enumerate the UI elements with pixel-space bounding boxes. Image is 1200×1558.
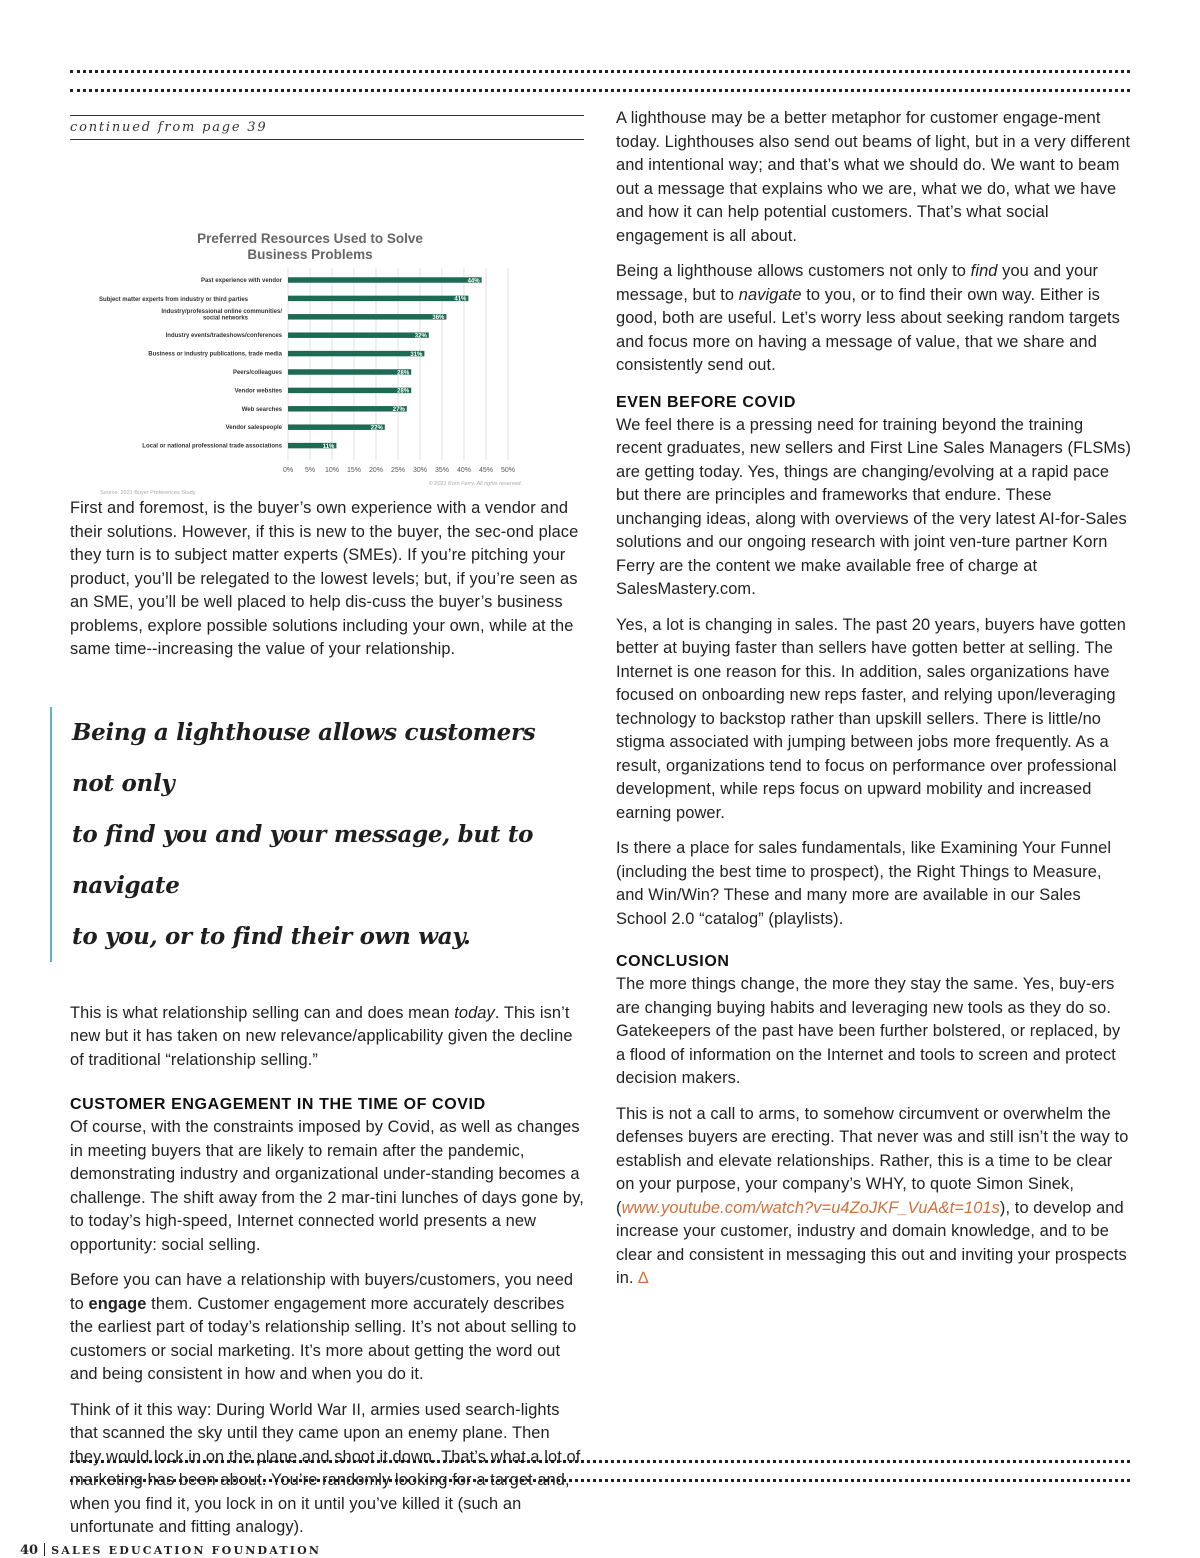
chart-x-tick-label: 40% <box>456 467 472 474</box>
chart-bar <box>288 406 407 412</box>
left-column <box>70 112 584 1552</box>
chart-x-tick-label: 20% <box>368 467 384 474</box>
chart-category-label: Vendor salespeople <box>225 425 282 432</box>
right-paragraph-5: Is there a place for sales fundamentals, like Examining Your Funnel (including the best time to prospect), the Right Things to Measure, and Win/Win? These and many more are available in our Sales School 2.0 “catalog” (playlists). <box>616 839 1112 928</box>
left-paragraph-4: Before you can have a relationship with buyers/customers, you need to engage them. Customer engagement more accurately describes the earliest part of today’s relationship selling. It’s not about selling to customers or social marketing. It’s more about getting the word out and being consistent in how and when you do it. <box>70 1271 577 1383</box>
resources-chart <box>70 168 584 496</box>
chart-category-label: Local or national professional trade associations <box>142 443 282 450</box>
chart-x-tick-label: 35% <box>434 467 450 474</box>
top-dotted-rule-1 <box>70 70 1130 73</box>
chart-category-label: Subject matter experts from industry or third parties <box>98 296 248 303</box>
right-column <box>616 107 1132 1303</box>
bar-chart-svg <box>70 168 584 496</box>
heading-even-before-covid: EVEN BEFORE COVID <box>616 393 797 411</box>
continued-label: continued from page 39 <box>70 115 584 140</box>
chart-bar <box>288 369 411 375</box>
chart-source: Source: 2021 Buyer Preferences Study <box>100 490 196 496</box>
publication-name: SALES EDUCATION FOUNDATION <box>51 1544 322 1557</box>
chart-bar <box>288 332 429 338</box>
chart-title: Preferred Resources Used to Solve Business Problems <box>197 231 423 262</box>
chart-x-tick-label: 15% <box>346 467 362 474</box>
right-paragraph-6: The more things change, the more they stay the same. Yes, buy-ers are changing buying habits and leveraging new tools as they do so. Gatekeepers of the past have been further bolstered, or replaced, by a flood of information on the Internet and tools to screen and protect decision makers. <box>616 975 1121 1087</box>
pull-quote-line-1: Being a lighthouse allows customers not only <box>72 718 536 797</box>
top-dotted-rule-2 <box>70 89 1130 92</box>
chart-category-label: Industry events/tradeshows/conferences <box>165 333 282 340</box>
chart-category-label: Business or industry publications, trade media <box>148 351 282 358</box>
chart-x-tick-label: 25% <box>390 467 406 474</box>
left-paragraph-5: Think of it this way: During World War II, armies used search-lights that scanned the sky until they came upon an enemy plane. Then they would lock in on the plane and shoot it down. That’s what a lot of marketing has been about. You’re randomly looking for a target and, when you find it, you lock in on it until you’ve killed it (such an unfortunate and fitting analogy). <box>70 1400 581 1536</box>
chart-category-label: Industry/professional online communities/ social networks <box>161 308 282 322</box>
right-paragraph-4: Yes, a lot is changing in sales. The past 20 years, buyers have gotten better at buying faster than sellers have gotten better at selling. The Internet is one reason for this. In addition, sales organizations have focused on onboarding new reps faster, and relying upon/leveraging technology to backstop rather than upskill sellers. There is little/no stigma associated with jumping between jobs more frequently. As a result, organizations tend to focus on performance over professional development, while reps focus on upward mobility and increased earning power. <box>616 615 1126 822</box>
right-paragraph-2: Being a lighthouse allows customers not only to find you and your message, but to navigate to you, or to find their own way. Either is good, both are useful. Let’s worry less about seeking random targets and focus more on having a message of value, that we share and consistently send out. <box>616 262 1120 374</box>
chart-bar <box>288 277 482 283</box>
youtube-link[interactable]: www.youtube.com/watch?v=u4ZoJKF_VuA&t=101s <box>621 1198 1000 1217</box>
chart-bar <box>288 314 446 320</box>
chart-x-tick-label: 45% <box>478 467 494 474</box>
page-footer <box>20 1543 321 1558</box>
right-paragraph-3: We feel there is a pressing need for training beyond the training recent graduates, new sellers and First Line Sales Managers (FLSMs) are getting today. Yes, things are changing/evolving at a rapid pace but there are principles and frameworks that endure. These unchanging ideas, along with overviews of the very latest AI-for-Sales solutions and our ongoing research with joint ven-ture partner Korn Ferry are the content we make available free of charge at SalesMastery.com. <box>616 415 1132 598</box>
left-paragraph-2: This is what relationship selling can and does mean today. This isn’t new but it has taken on new relevance/applicability given the decline of traditional “relationship selling.” <box>70 1003 573 1069</box>
chart-data-label: 31% <box>410 351 423 358</box>
chart-x-tick-label: 0% <box>282 467 294 474</box>
left-paragraph-1: First and foremost, is the buyer’s own experience with a vendor and their solutions. However, if this is new to the buyer, the sec-ond place they turn is to subject matter experts (SMEs). If you’re pitching your product, you’ll be relegated to the lowest levels; but, if you’re seen as an SME, you’ll be well placed to help dis-cuss the buyer’s business problems, explore possible solutions including your own, while at the same time--increasing the value of your relationship. <box>70 499 579 658</box>
chart-category-label: Web searches <box>241 406 282 413</box>
chart-bar <box>288 388 411 394</box>
chart-data-label: 36% <box>432 315 445 322</box>
chart-category-label: Vendor websites <box>234 388 282 395</box>
right-paragraph-1: A lighthouse may be a better metaphor for customer engage-ment today. Lighthouses also send out beams of light, but in a very different and intentional way; and that’s what we should do. We want to beam out a message that explains who we are, what we do, what we have and how it can help potential customers. That’s what social engagement is all about. <box>616 109 1131 245</box>
heading-customer-engagement: CUSTOMER ENGAGEMENT IN THE TIME OF COVID <box>70 1096 486 1113</box>
pull-quote <box>50 707 584 962</box>
chart-bar <box>288 296 468 302</box>
footer-separator <box>44 1543 45 1556</box>
chart-data-label: 27% <box>392 407 405 414</box>
chart-x-tick-label: 10% <box>324 467 340 474</box>
end-mark-icon: ∆ <box>638 1269 649 1287</box>
chart-category-label: Peers/colleagues <box>232 370 282 376</box>
chart-x-tick-label: 30% <box>412 467 428 474</box>
chart-category-label: Past experience with vendor <box>200 278 282 284</box>
chart-data-label: 44% <box>467 278 480 285</box>
chart-data-label: 28% <box>397 370 410 377</box>
page-number: 40 <box>20 1543 39 1558</box>
pull-quote-line-2: to find you and your message, but to navigate <box>72 820 534 899</box>
right-paragraph-7: This is not a call to arms, to somehow circumvent or overwhelm the defenses buyers are erecting. That never was and still isn’t the way to establish and elevate relationships. Rather, this is a time to be clear on your purpose, your company’s WHY, to quote Simon Sinek, (www.youtube.com/watch?v=u4ZoJKF_VuA&t=101s), to develop and increase your customer, industry and domain knowledge, and to be clear and consistent in messaging this out and inviting your prospects in. ∆ <box>616 1104 1129 1287</box>
chart-x-tick-label: 5% <box>304 467 316 474</box>
chart-data-label: 22% <box>370 425 383 432</box>
chart-data-label: 11% <box>322 443 335 450</box>
chart-copyright: © 2021 Korn Ferry. All rights reserved. <box>428 481 522 487</box>
chart-data-label: 41% <box>454 296 467 303</box>
left-paragraph-3: Of course, with the constraints imposed by Covid, as well as changes in meeting buyers that are likely to remain after the pandemic, demonstrating industry and organizational under-standing becomes a challenge. The shift away from the 2 mar-tini lunches of days gone by, to today’s high-speed, Internet connected world presents a new opportunity: social selling. <box>70 1118 584 1254</box>
chart-data-label: 32% <box>414 333 427 340</box>
chart-x-tick-label: 50% <box>500 467 516 474</box>
heading-conclusion: CONCLUSION <box>616 953 730 970</box>
pull-quote-line-3: to you, or to find their own way. <box>72 922 471 950</box>
chart-bar <box>288 351 424 357</box>
chart-data-label: 28% <box>397 388 410 395</box>
